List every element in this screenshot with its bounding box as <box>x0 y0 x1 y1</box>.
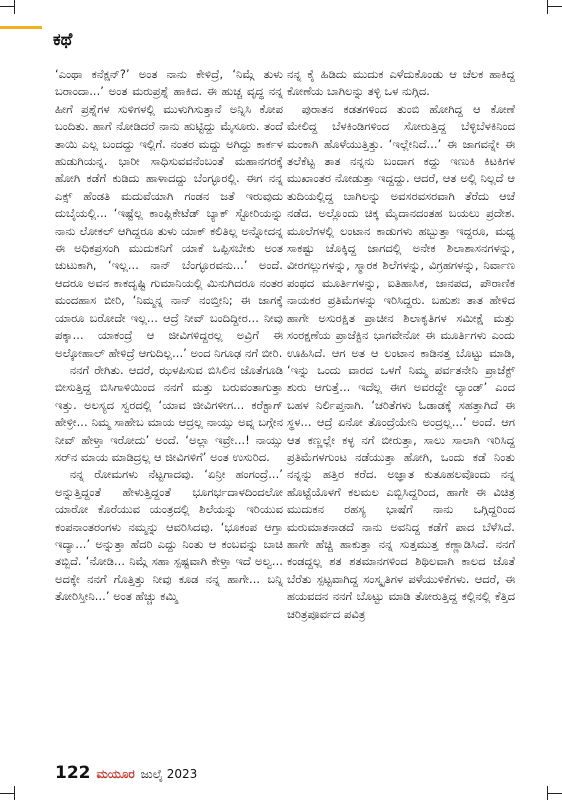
page-number: 122 <box>55 763 91 783</box>
paragraph: ‘ಎಂಥಾ ಕನೆಕ್ಷನ್?’ ಅಂತ ನಾನು ಕೇಳಿದ್ರೆ, ‘ನಿಮ್ಗೆ ತುಳು ಬರಾಂದಾ...’ ಅಂತ ಮರುಪ್ರಶ್ನೆ ಹಾಕಿದ. ಈ ಹುಚ್ಚ ವೃದ್ಧ ನನ್ನ ಹೀಗೆ ಪ್ರಶ್ನೆಗಳ ಸುಳಿಗಳಲ್ಲಿ ಮುಳುಗಿಸುತ್ತಾನೆ ಅನ್ನಿಸಿ ಕೋಪ ಬಂದಿತು. ಹಾಗೆ ನೋಡಿದರೆ ನಾನು ಹುಟ್ಟಿದ್ದು ಮೈಸೂರು. ತಂದೆ ತಾಯಿ ಎಲ್ಲ ಬಂದದ್ದು ಇಲ್ಲಿಗೆ. ನಂತರ ಮದ್ದು ಅಗಿದ್ದು ಕಾರ್ಕಳ ಹುಡುಗಿಯನ್ನ. ಭಾರೀ ಸಾಧಿಸುವವನೆಂಬಂತೆ ಮಹಾನಗರಕ್ಕೆ ಹೋಗಿ ಕಡೆಗೆ ಕುಡಿದು ಹಾಳಾದದ್ದು ಬೆಂಗ್ಳೂರಲ್ಲಿ. ಈಗ ನನ್ನ ಎಕ್ಸ್ ಹೆಂಡತಿ ಮದುವೆಯಾಗಿ ಗಂಡನ ಜತೆ ಇರುವುದು ದುಬೈಯಲ್ಲಿ... ‘ಇಷ್ಟೆಲ್ಲ ಕಾಂಪ್ಲಿಕೇಟೆಡ್ ಬ್ಯಾಕ್ ಸ್ಟೋರಿಯನ್ನು ನಾನು ಲೋಕಲ್ ಆಗಿದ್ದರೂ ತುಳು ಯಾಕ್ ಕಲಿತಿಲ್ಲ ಅನ್ನೋದನ್ನ ಈ ಅಧಿಕಪ್ರಸಂಗಿ ಮುದುಕನಿಗೆ ಯಾಕೆ ಒಪ್ಪಿಸಬೇಕು ಅಂತ ಚುಟುಕಾಗಿ, ‘ಇಲ್ಲ... ನಾನ್ ಬೆಂಗ್ಳೂರವನು...’ ಅಂದೆ. ಆದರೂ ಅವನ ಕಾಕದೃಷ್ಟಿ ಗುಮಾನಿಯಲ್ಲಿ ಮಿನುಗಿದರೂ ನಂತರ ಮಂದಹಾಸ ಬೀರಿ, ‘ನಿಮ್ಮನ್ನ ನಾನ್ ನಂಬ್ತೀನಿ; ಈ ಜಾಗಕ್ಕೆ ಯಾರೂ ಬರೋದೇ ಇಲ್ಲ... ಆದ್ರೆ ನೀವ್ ಬಂದಿದ್ದೀರ... ನೀವು ಪಕ್ಕಾ... ಯಾಕಂದ್ರೆ ಆ ಜೀವಿಗಳಿದ್ದರಲ್ಲ ಅವ್ರಿಗೆ ಈ ಅಲ್ಕೋಹಾಲ್ ಹೇಳಿದ್ರೆ ಆಗುದಿಲ್ಲ...’ ಅಂದ ನಿಗೂಢ ನಗೆ ಬೀರಿ. <box>55 68 283 360</box>
paragraph: ನನಗೆ ರೇಗಿತು. ಆದರೆ, ಝಳಪಿಸುವ ಬಿಸಿಲಿನ ಜೊತೆಗೂಡಿ ಬೀಸುತ್ತಿದ್ದ ಬಿಸಿಗಾಳಿಯಿಂದ ನನಗೆ ಮತ್ತು ಬರುವಂತಾಗುತ್ತಾ ಇತ್ತು. ಅಲಸ್ಯದ ಸ್ವರದಲ್ಲಿ ‘ಯಾವ ಜೀವಿಗಳೀಗ... ಕರೆಕ್ಟಾಗ್ ಹೇಳ್ರೀ... ನಿಮ್ಮ ಸಾಹೇಬ ಮಾಯ ಆದ್ರಲ್ಲ ನಾಯ್ಸು ಅವ್ನ ಬಗ್ಗೇನ ನೀವ್ ಹೇಳ್ತಾ ಇರೋದು’ ಅಂದೆ. ‘ಅಲ್ಲಾ ಇವ್ರೇ...! ನಾಯ್ಸು ಸರ್‌ನ ಮಾಯ ಮಾಡಿದ್ರಲ್ಲ ಆ ಜೀವಿಗಳಿಗೆ’ ಅಂತ ಉಸುರಿದ. <box>55 363 283 464</box>
section-accent-bar <box>0 26 42 29</box>
crop-mark <box>14 786 15 800</box>
right-column <box>287 66 515 623</box>
crop-mark <box>14 0 15 14</box>
crop-mark <box>0 6 14 7</box>
paragraph: ನನ್ನ ಕೈ ಹಿಡಿದು ಮುದುಕ ಎಳೆದುಕೊಂಡು ಆ ಚೆಲಕ ಹಾಕಿದ್ದ ಕೋಣೆಯ ಬಾಗಿಲನ್ನು ತಳ್ಳಿ ಒಳ ನುಗ್ಗಿದ. <box>287 68 515 99</box>
crop-mark <box>0 793 14 794</box>
magazine-logo: ಮಯೂರ <box>96 767 135 781</box>
paragraph: ಪುರಾತನ ಕಡತಗಳಿಂದ ತುಂಬಿ ಹೋಗಿದ್ದ ಆ ಕೋಣೆ ಮೇಲಿದ್ದ ಬೆಳಕಿಂಡಿಗಳಿಂದ ಸೋರುತ್ತಿದ್ದ ಬೆಳ್ಳಿಬೆಳಕಿನಿಂದ ಮಂಕಾಗಿ ಹೊಳೆಯುತ್ತಿತ್ತು. ‘ಇಲ್ಲೇನಿದೆ...’ ಈ ಜಾಗವನ್ನೇ ಈ ತಲೆಕೆಟ್ಟ ತಾತ ನನ್ನನು ಬಂದಾಗ ಕದ್ದು ಇಣುಕಿ ಕಿಟಕಿಗಳ ಮುಖಾಂತರ ನೋಡುತ್ತಾ ಇದ್ದದ್ದು. ಆದರೆ, ಆತ ಅಲ್ಲಿ ನಿಲ್ಲದೆ ಆ ತುದಿಯಲ್ಲಿದ್ದ ಬಾಗಿಲನ್ನು ಅವಸರವಸರವಾಗಿ ತೆರೆದು ಆಚೆ ನಡೆದ. ಅಲ್ಲೊಂದು ಚಿಕ್ಕ ಮೈದಾನದಂತಹ ಬಯಲು ಪ್ರದೇಶ. ಮೂಲೆಗಳಲ್ಲಿ ಲಂಟಾನ ಕಾಡುಗಳು ಹಬ್ಬುತ್ತಾ ಇದ್ದರೂ, ಮಧ್ಯ ಸಾಕಷ್ಟು ಚೊಕ್ಕಿದ್ದ ಜಾಗದಲ್ಲಿ ಅನೇಕ ಶಿಲಾಶಾಸನಗಳನ್ನು, ವೀರಗಲ್ಲುಗಳನ್ನು, ಸ್ಮಾರಕ ಶಿಲೆಗಳನ್ನು, ವಿಗ್ರಹಗಳನ್ನು, ನಿರ್ವಾಣ ಪಂಥದ ಮೂರ್ತಿಗಳನ್ನು, ಐತಿಹಾಸಿಕ, ಜಾನಪದ, ಪೌರಾಣಿಕ ನಾಯಕರ ಪ್ರತಿಮೆಗಳನ್ನು ಇರಿಸಿದ್ದರು. ಬಹುಶಃ ತಾತ ಹೇಳಿದ ಹಾಗೇ ಅಸುರಕ್ಷಿತ ಪ್ರಾಚೀನ ಶಿಲಾಕೃತಿಗಳ ಸಮೀಕ್ಷೆ ಮತ್ತು ಸಂರಕ್ಷಣೆಯ ಪ್ರಾಜೆಕ್ಟಿನ ಭಾಗವೇನೋ ಈ ಮೂರ್ತಿಗಳು ಎಂದು ಊಹಿಸಿದೆ. ಆಗ ಅತ ಆ ಲಂಟಾನ ಕಾಡಿನತ್ತ ಬೊಟ್ಟು ಮಾಡಿ, ‘ಇನ್ನು ಒಂದು ವಾರದ ಒಳಗೆ ನಿಮ್ಮ ಪರ್ವತನೇನಿ ಪ್ರಾಜೆಕ್ಟ್ ಶುರು ಆಗುತ್ತೆ... ಇದೆಲ್ಲ ಈಗ ಅವರದ್ದೇ ಲ್ಯಾಂಡ್’ ಎಂದ ಬಹಳ ನಿರ್ಲಿಪ್ತನಾಗಿ. ‘ಚರಿತೆಗಳು ಓಡಾಡಕ್ಕೆ ಸಹತ್ತಾಗಿದೆ ಈ ಸ್ಥಳ... ಆದ್ರೆ ಏನೋ ತೊಂದ್ರೆಯೇನಿ ಅಂದ್ರಲ್ಲ...’ ಅಂದೆ. ಆಗ ಆತ ಕಣ್ಣಲ್ಲೇ ಕಳ್ಳ ನಗೆ ಬೀರುತ್ತಾ, ಸಾಲು ಸಾಲಾಗಿ ಇರಿಸಿದ್ದ ಪ್ರತಿಮೆಗಳಗುಂಟ ನಡೆಯುತ್ತಾ ಹೋಗಿ, ಒಂದು ಕಡೆ ನಿಂತು ನನ್ನನ್ನು ಹತ್ತಿರ ಕರೆದ. ಅಜ್ಞಾತ ಕುತೂಹಲವೊಂದು ನನ್ನ ಹೊಟ್ಟೆಯೊಳಗೆ ಕಲಮಲ ಎಬ್ಬಿಸಿದ್ದರಿಂದ, ಹಾಗೇ ಈ ವಿಚಿತ್ರ ಮುದುಕನ ರಹಸ್ಯ ಭಾಷೆಗೆ ನಾನು ಒಗ್ಗಿದ್ದರಿಂದ ಮರುಮಾತನಾಡದೆ ನಾನು ಅವನಿದ್ದ ಕಡೆಗೆ ಪಾದ ಬೆಳೆಸಿದೆ. ಹಾಗೇ ಹೆಚ್ಚಿ ಹಾಕುತ್ತಾ ನನ್ನ ಸುತ್ತಮುತ್ತ ಕಣ್ಣಾಡಿಸಿದೆ. ನನಗೆ ಕಂಡದ್ದಲ್ಲ ಶತ ಶತಮಾನಗಳಿಂದ ಶಿಥಿಲವಾಗಿ ಕಾಲದ ಜೊತೆ ಬೆರೆತು ಸ್ಪಟ್ಟವಾಗಿದ್ದ ಸಂಸ್ಕೃತಿಗಳ ಪಳೆಯುಳಿಕೆಗಳು. ಆದರೆ, ಈ ಹಯವದನ ನನಗೆ ಬೊಟ್ಟು ಮಾಡಿ ತೋರುತ್ತಿದ್ದ ಕಲ್ಲಿನಲ್ಲಿ ಕೆತ್ತಿದ ಚರಿತ್ರಪೂರ್ವದ ಪವಿತ್ರ <box>287 102 515 621</box>
issue-date: ಜುಲೈ 2023 <box>140 767 198 781</box>
crop-mark <box>548 793 562 794</box>
section-title: ಕಥೆ <box>53 30 73 50</box>
crop-mark <box>547 786 548 800</box>
crop-mark <box>547 0 548 14</box>
page-footer <box>55 763 197 783</box>
paragraph: ನನ್ನ ರೋಮಗಳು ನೆಟ್ಟಗಾದವು. ‘ಏನ್ರೀ ಹಂಗಂದ್ರೆ...’ ಅನ್ನುತ್ತಿದ್ದಂತೆ ಹೇಳುತ್ತಿದ್ದಂತೆ ಭೂಗರ್ಭದಾಳದಿಂದಲೋ ಯಾರೋ ಕೊರೆಯುವ ಯಂತ್ರದಲ್ಲಿ ಶಿಲೆಯನ್ನು ಇರಿಯುವ ಕಂಪನಾಂತರಂಗಳು ನಮ್ಮನ್ನು ಆವರಿಸಿದವು. ‘ಭೂಕಂಪ ಆಗ್ತಾ ಇದ್ಯಾ...’ ಅನ್ನುತ್ತಾ ಹೆದರಿ ಎದ್ದು ನಿಂತು ಆ ಕಂಬವನ್ನು ಬಾಚಿ ತಬ್ಬಿದೆ. ‘ನೋಡಿ... ನಿಮ್ಗೆ ಸಹಾ ಸ್ಪಷ್ಟವಾಗಿ ಕೇಳ್ತಾ ಇದೆ ಅಲ್ವ... ಅದಕ್ಕೇ ನನಗೆ ಗೊತ್ತಿತ್ತು ನೀವು ಕೂಡ ನನ್ನ ಹಾಗೇ... ಬನ್ನಿ ತೋರಿಸ್ತೀನಿ...’ ಅಂತ ಹೆಚ್ಚು ಕಮ್ಮಿ <box>55 468 283 604</box>
left-column <box>55 66 283 606</box>
crop-mark <box>548 6 562 7</box>
